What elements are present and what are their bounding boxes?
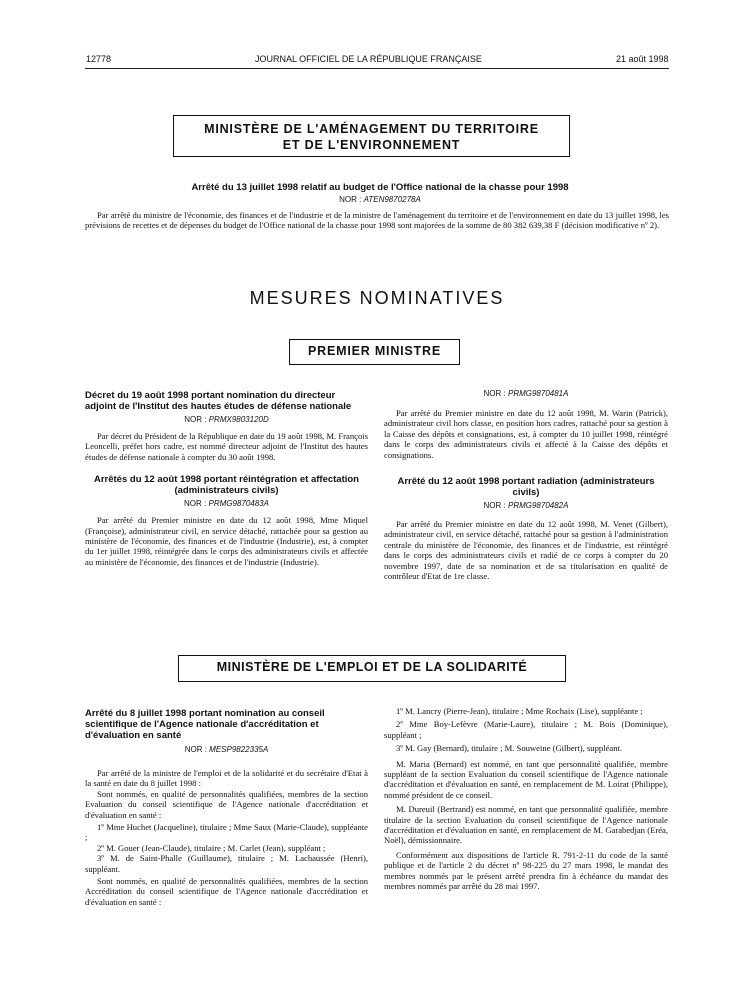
conseil-arrete-title: Arrêté du 8 juillet 1998 portant nomination au conseil scientifique de l'Agence nationale d'accréditation et d'évaluation en santé <box>85 708 325 741</box>
page-number: 12778 <box>86 54 112 64</box>
emploi-right-column <box>384 706 668 892</box>
nor-code: PRMX9803120D <box>208 415 269 424</box>
conseil-paragraph: Sont nommés, en qualité de personnalités qualifiées, membres de la section Evaluation du conseil scientifique de l'Agence nationale d'accréditation et d'évaluation en santé : <box>85 788 368 820</box>
nor-code: ATEN9870278A <box>363 195 421 204</box>
emploi-left-column <box>85 708 368 907</box>
nor-code: MESP9822335A <box>209 745 269 754</box>
ministry-box-emploi: MINISTÈRE DE L'EMPLOI ET DE LA SOLIDARITÉ <box>178 655 566 682</box>
conseil-paragraph: M. Maria (Bernard) est nommé, en tant que personnalité qualifiée, membre suppléant de la section Evaluation du conseil scientifique de l'Agence nationale d'accréditation et d'évaluation en santé, en remplacement de M. Loirat (Philippe), nommé président de ce conseil. <box>384 758 668 800</box>
conseil-paragraph: 2º M. Gouer (Jean-Claude), titulaire ; M. Carlet (Jean), suppléant ; <box>97 842 326 853</box>
nor-chasse <box>110 195 650 204</box>
arretes-nor <box>85 499 368 508</box>
ministry-box-premier-ministre: PREMIER MINISTRE <box>289 339 460 365</box>
conseil-paragraph: 1º M. Lancry (Pierre-Jean), titulaire ; Mme Rochaix (Lise), suppléante ; <box>396 706 643 716</box>
nor-label: NOR : <box>184 415 207 424</box>
nor-code: PRMG9870482A <box>507 501 569 511</box>
decret-title: Décret du 19 août 1998 portant nomination du directeur adjoint de l'Institut des hautes études de défense nationale <box>85 390 352 412</box>
warin-nor <box>384 389 668 398</box>
nor-label: NOR : <box>483 389 506 398</box>
header-rule <box>85 68 669 69</box>
radiation-title: Arrêté du 12 août 1998 portant radiation (administrateurs civils) <box>397 476 655 499</box>
conseil-paragraph: 2º Mme Boy-Lefèvre (Marie-Laure), titulaire ; M. Bois (Dominique), suppléant ; <box>384 719 668 740</box>
conseil-nor <box>85 745 368 754</box>
radiation-nor <box>384 501 668 510</box>
nor-code: PRMG9870483A <box>208 499 269 509</box>
issue-date: 21 août 1998 <box>616 54 669 64</box>
arretes-body: Par arrêté du Premier ministre en date du 12 août 1998, Mme Miquel (Françoise), administrateur civil, en service détaché, rattachée pour sa gestion au ministère de l'économie, des finances et de l'industrie (Industrie), est, à compter du 1er juillet 1998, réintégrée dans le corps des administrateurs civils et affectée au ministère de l'économie, des finances et de l'industrie (Industrie). <box>85 515 368 567</box>
decret-body: Par décret du Président de la République en date du 19 août 1998, M. François Leoncelli, préfet hors cadre, est nommé directeur adjoint de l'Institut des hautes études de défense nationale à compter du 30 août 1998. <box>85 431 368 462</box>
nor-label: NOR : <box>184 499 207 509</box>
conseil-paragraph: Conformément aux dispositions de l'article R. 791-2-11 du code de la santé publique et de l'article 2 du décret nº 98-225 du 27 mars 1998, le mandat des membres nommés par le présent arrêté prendra fin à échéance du mandat des membres nommés par arrêté du 28 mai 1997. <box>384 849 668 892</box>
nor-code: PRMG9870481A <box>507 389 569 398</box>
ministry-name-line2: ET DE L'ENVIRONNEMENT <box>282 138 461 152</box>
nor-label: NOR : <box>339 195 362 204</box>
pm-right-column <box>384 389 668 581</box>
nor-label: NOR : <box>483 501 506 511</box>
conseil-paragraph: Par arrêté de la ministre de l'emploi et de la solidarité et du secrétaire d'Etat à la santé en date du 8 juillet 1998 : <box>85 768 368 789</box>
conseil-paragraph: Sont nommés, en qualité de personnalités qualifiées, membres de la section Accréditation du conseil scientifique de l'Agence nationale d'accréditation et d'évaluation en santé : <box>85 876 368 907</box>
conseil-paragraph: 1º Mme Huchet (Jacqueline), titulaire ; Mme Saux (Marie-Claude), suppléante ; <box>85 822 368 843</box>
radiation-body: Par arrêté du Premier ministre en date du 12 août 1998, M. Venet (Gilbert), administrateur civil, en service détaché, rattaché pour sa gestion à l'administration centrale du ministère de l'économie, des finances et de l'industrie, est réintégré dans le corps des administrateurs civils et radié de ce corps à compter du 20 novembre 1997, date de sa nomination et de sa titularisation en qualité de contrôleur d'Etat de 1re classe. <box>384 519 668 582</box>
mesures-nominatives-heading: MESURES NOMINATIVES <box>249 288 505 308</box>
nor-label: NOR : <box>184 745 207 754</box>
ministry-name-line1: MINISTÈRE DE L'AMÉNAGEMENT DU TERRITOIRE <box>204 122 539 136</box>
ministry-box-amenagement <box>173 115 570 157</box>
pm-left-column <box>85 390 368 567</box>
journal-title: JOURNAL OFFICIEL DE LA RÉPUBLIQUE FRANÇAISE <box>255 54 482 64</box>
arrete-body-chasse: Par arrêté du ministre de l'économie, des finances et de l'industrie et de la ministre de l'aménagement du territoire et de l'environnement en date du 13 juillet 1998, les prévisions de recettes et de dépenses du budget de l'Office national de la chasse pour 1998 sont majorées de la somme de 80 382 639,38 F (décision modificative nº 2). <box>85 210 669 231</box>
conseil-paragraph: 3º M. Gay (Bernard), titulaire ; M. Souweine (Gilbert), suppléant. <box>396 743 623 754</box>
conseil-paragraph: M. Dureuil (Bertrand) est nommé, en tant que personnalité qualifiée, membre titulaire de la section Evaluation du conseil scientifique de l'Agence nationale d'accréditation et d'évaluation en santé, en remplacement de M. Garabedjan (Eréa, Noël), démissionnaire. <box>384 804 668 846</box>
arrete-title-chasse: Arrêté du 13 juillet 1998 relatif au budget de l'Office national de la chasse pour 1998 <box>191 182 569 193</box>
warin-body: Par arrêté du Premier ministre en date du 12 août 1998, M. Warin (Patrick), administrateur civil hors classe, en position hors cadres, rattaché pour sa gestion à la Caisse des dépôts et consignations, est, à compter du 10 juillet 1998, réintégré dans le corps des administrateurs civils et affecté à la Caisse des dépôts et consignations. <box>384 408 668 460</box>
conseil-paragraph: 3º M. de Saint-Phalle (Guillaume), titulaire ; M. Lachaussée (Henri), suppléant. <box>85 853 368 874</box>
decret-nor <box>85 415 368 424</box>
arretes-title: Arrêtés du 12 août 1998 portant réintégration et affectation (administrateurs civils) <box>93 474 359 497</box>
